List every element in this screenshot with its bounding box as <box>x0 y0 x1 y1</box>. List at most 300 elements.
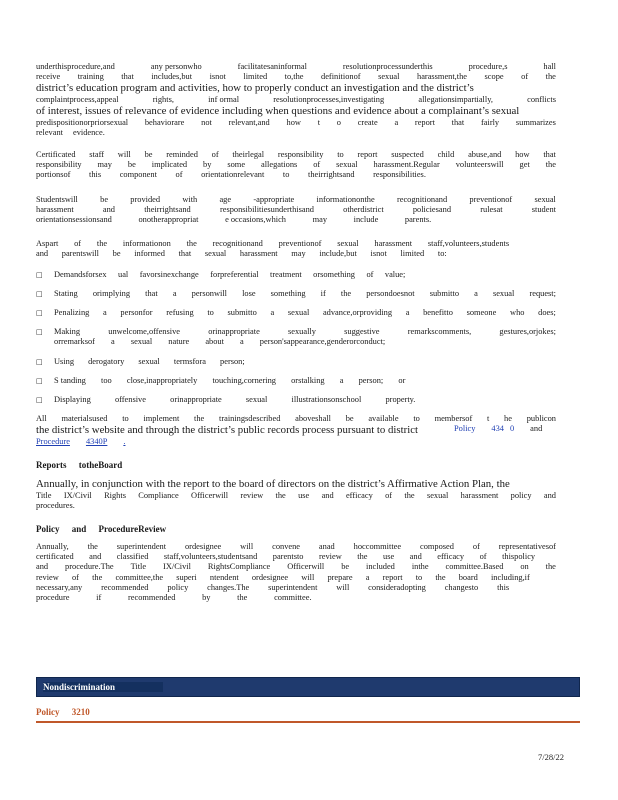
list-item <box>36 357 556 367</box>
word: classified <box>116 552 149 562</box>
word: ordesignee <box>251 572 289 582</box>
word: allegations <box>260 160 298 170</box>
word: Demandsforsex <box>54 269 107 279</box>
word: include <box>353 215 379 225</box>
text-line <box>36 593 312 603</box>
word: use <box>383 552 395 562</box>
bullet-box-icon: □ <box>36 376 43 385</box>
word: allegationsimpartially, <box>418 94 493 104</box>
word: prepare <box>327 572 353 582</box>
word: superintendent <box>116 542 167 552</box>
word: t <box>317 117 321 127</box>
word: preventionof <box>278 239 322 249</box>
text-line <box>36 424 556 437</box>
word: report <box>382 572 403 582</box>
word: responsibility <box>36 160 82 170</box>
bullet-box-icon: □ <box>36 289 43 298</box>
word: consideradopting <box>368 582 426 592</box>
word: harassment <box>36 204 74 214</box>
word: summarizes <box>515 117 556 127</box>
word: recommended <box>101 582 149 592</box>
word: staff,volunteers,studentsand <box>163 552 258 562</box>
word: Annually, <box>36 542 69 552</box>
footer-date: 7/28/22 <box>538 752 564 762</box>
word: remarkscomments, <box>407 327 472 337</box>
word: definitionof <box>321 72 361 82</box>
word: by <box>203 160 212 170</box>
word: not <box>201 117 212 127</box>
word: rights, <box>152 94 174 104</box>
text-line <box>36 414 556 424</box>
word: about <box>205 337 224 347</box>
word: reminded <box>166 150 198 160</box>
word: hoccommittee <box>353 542 402 552</box>
text-line <box>36 72 556 82</box>
word: report <box>414 117 435 127</box>
nondiscrimination-banner <box>36 677 580 697</box>
word: persondoesnot <box>366 288 415 298</box>
word: review <box>240 490 264 500</box>
word: will <box>301 572 315 582</box>
word: responsibilities. <box>373 170 426 180</box>
word: the <box>237 593 248 603</box>
word: illustrationsonschool <box>291 395 362 405</box>
word: orimplying <box>92 288 131 298</box>
word: parentswill <box>61 249 99 259</box>
text-line <box>36 195 556 205</box>
word: orientationrelevant <box>201 170 265 180</box>
word: IX/Civil <box>63 490 92 500</box>
word: that <box>178 249 192 259</box>
word: training <box>77 72 104 82</box>
word: favorsinexchange <box>139 269 199 279</box>
word: underthisprocedure,and <box>36 62 115 71</box>
word: procedure,s <box>468 62 508 71</box>
word: including,if <box>490 572 530 582</box>
word: relevant <box>36 127 63 137</box>
word: facilitatesaninformal <box>237 62 307 71</box>
list-item-text <box>54 395 556 405</box>
examples-list <box>36 270 556 406</box>
word: informationon <box>122 239 171 249</box>
text-line <box>36 215 431 225</box>
word: the <box>545 562 556 572</box>
word: and <box>321 490 334 500</box>
word: the <box>275 490 286 500</box>
word: procedure <box>36 593 70 603</box>
word: if <box>96 593 102 603</box>
word: be <box>100 194 109 204</box>
word: onotherappropriat <box>138 215 199 225</box>
word: how <box>515 150 530 160</box>
word: Title <box>130 562 147 572</box>
word: a <box>394 117 399 127</box>
word: policy <box>510 490 532 500</box>
list-item <box>36 289 556 299</box>
word: suspected <box>391 150 424 160</box>
word: a <box>474 288 478 298</box>
word: implicated <box>151 160 188 170</box>
word: orientationsessionsand <box>36 215 112 225</box>
word: age <box>219 194 232 204</box>
word: unwelcome,offensive <box>108 327 180 337</box>
word: benefitto <box>423 308 453 318</box>
reports-section <box>36 460 556 511</box>
word: changes.The <box>207 582 250 592</box>
word: Officerwill <box>287 562 325 572</box>
word: the <box>96 239 108 249</box>
word: volunteerswill <box>455 160 504 170</box>
word: conflicts <box>527 94 556 104</box>
word: nature <box>168 337 190 347</box>
word: isnot <box>370 249 387 259</box>
text-line <box>54 308 556 318</box>
word: personwill <box>191 288 227 298</box>
text-line <box>36 62 556 72</box>
word: Title <box>36 490 52 500</box>
word: o <box>336 117 341 127</box>
word: may <box>291 249 306 259</box>
word: Studentswill <box>36 194 78 204</box>
word: be <box>112 249 121 259</box>
word: ntendent <box>209 572 239 582</box>
text-line: district’s education program and activities, how to properly conduct an investigation and the district’s <box>36 82 474 95</box>
bullet-box-icon: □ <box>36 328 43 337</box>
text-line <box>54 327 556 337</box>
word: advance,orproviding <box>322 308 393 318</box>
word: rulesat <box>480 204 503 214</box>
word: of <box>71 572 79 582</box>
word: of <box>479 552 487 562</box>
word: review <box>36 572 59 582</box>
word: policiesand <box>412 204 452 214</box>
word: resolutionprocessunderthis <box>342 62 433 71</box>
word: procedure.The <box>65 562 114 572</box>
word: who <box>510 308 525 318</box>
word: will <box>336 582 350 592</box>
word: get <box>519 160 530 170</box>
text-line <box>36 128 556 138</box>
word: sexual <box>204 249 227 259</box>
policy-link[interactable]: Policy <box>454 424 476 434</box>
word: a <box>103 308 107 318</box>
text-line <box>36 562 556 572</box>
word: sexually <box>288 327 316 337</box>
word: a <box>240 337 244 347</box>
word: a <box>405 308 410 318</box>
word: include,but <box>319 249 357 259</box>
bullet-box-icon: □ <box>36 309 43 318</box>
students-paragraph <box>36 195 556 226</box>
document-body <box>36 62 556 613</box>
word: preventionof <box>469 194 513 204</box>
word: representativesof <box>498 542 556 552</box>
list-item-text <box>54 270 556 280</box>
word: refusing <box>166 308 194 318</box>
list-item <box>36 270 556 280</box>
word: value; <box>384 269 406 279</box>
word: component <box>119 170 157 180</box>
word: harassment,the <box>417 72 468 82</box>
text-line <box>36 249 447 259</box>
word: report <box>357 150 378 160</box>
review-heading: Policy and ProcedureReview <box>36 524 167 535</box>
word: responsibility <box>277 150 324 160</box>
word: IX/Civil <box>163 562 191 572</box>
text-line <box>54 376 405 386</box>
word: Certificated <box>36 150 76 160</box>
word: orsomething <box>313 269 355 279</box>
word: Making <box>54 327 81 337</box>
word: and <box>89 552 102 562</box>
word: recognitionand <box>396 194 448 204</box>
word: harassment <box>239 249 278 259</box>
word: changesto <box>444 582 479 592</box>
word: person; <box>358 375 384 385</box>
word: submitto <box>429 288 460 298</box>
word: Aspart <box>36 239 59 249</box>
text-line <box>36 95 556 105</box>
word: harassment <box>460 490 499 500</box>
word: the <box>545 160 556 170</box>
training-paragraph <box>36 62 556 138</box>
word: materialsused <box>61 414 108 424</box>
text-line: procedures. <box>36 500 75 510</box>
word: implement <box>143 414 180 424</box>
text-line <box>54 395 415 405</box>
word: close,inappropriately <box>126 375 198 385</box>
text-line <box>36 552 535 562</box>
word: recommended <box>127 593 176 603</box>
word: informationonthe <box>316 194 375 204</box>
word: derogatory <box>88 356 125 366</box>
word: superi <box>176 572 197 582</box>
word: may <box>312 215 328 225</box>
word: be <box>144 150 153 160</box>
bullet-box-icon: □ <box>36 270 43 279</box>
word: evidence. <box>72 127 105 137</box>
word: a <box>365 572 370 582</box>
word: any personwho <box>150 62 202 71</box>
word: parentsto <box>272 552 304 562</box>
word: S tanding <box>54 375 86 385</box>
word: hall <box>543 62 556 71</box>
word: thispolicy <box>502 552 536 562</box>
word: something <box>270 288 306 298</box>
text-line <box>36 170 426 180</box>
word: orremarksof <box>54 337 95 347</box>
text-line <box>36 239 509 249</box>
word: otherdistrict <box>343 204 384 214</box>
word: sexual <box>534 194 556 204</box>
word: staff,volunteers,students <box>427 239 510 249</box>
word: gestures,orjokes; <box>499 327 556 337</box>
list-item <box>36 395 556 405</box>
word: that <box>543 150 556 160</box>
word: how <box>286 117 301 127</box>
word: the <box>357 552 368 562</box>
word: be <box>127 160 136 170</box>
word: harassment.Regular <box>373 160 440 170</box>
word: theirrightsand <box>308 170 355 180</box>
word: and <box>36 249 49 259</box>
word: of <box>74 239 82 249</box>
word: be <box>341 562 350 572</box>
word: All <box>36 414 47 424</box>
word: create <box>357 117 378 127</box>
text-line <box>54 357 245 367</box>
word: anad <box>318 542 335 552</box>
materials-paragraph <box>36 414 556 447</box>
and-text: and <box>530 424 543 434</box>
text-line <box>36 118 556 128</box>
word: Officerwill <box>191 490 229 500</box>
word: trainingsdescribed <box>219 414 281 424</box>
certificated-paragraph <box>36 150 556 181</box>
word: request; <box>529 288 556 298</box>
word: RightsCompliance <box>207 562 271 572</box>
word: Compliance <box>138 490 179 500</box>
aspart-paragraph <box>36 239 556 259</box>
bullet-box-icon: □ <box>36 357 43 366</box>
word: certificated <box>36 552 74 562</box>
word: child <box>437 150 455 160</box>
procedure-link[interactable]: Procedure <box>36 436 70 446</box>
word: too <box>101 375 112 385</box>
word: Using <box>54 356 75 366</box>
procedure-end: . <box>123 436 126 446</box>
word: to <box>413 414 420 424</box>
word: board <box>458 572 478 582</box>
word: to,the <box>284 72 304 82</box>
word: aboveshall <box>295 414 331 424</box>
word: to: <box>437 249 447 259</box>
word: isnot <box>209 72 226 82</box>
text-line <box>36 150 556 160</box>
word: necessary,any <box>36 582 83 592</box>
text-line <box>36 583 509 593</box>
word: suggestive <box>344 327 380 337</box>
word: person'sappearance,genderorconduct; <box>259 337 386 347</box>
bullet-box-icon: □ <box>36 396 43 405</box>
materials-text: the district’s website and through the district’s public records process pursuant to district <box>36 424 419 437</box>
word: Penalizing <box>54 308 90 318</box>
list-item-text <box>54 308 556 318</box>
word: by <box>202 593 211 603</box>
word: policy <box>167 582 189 592</box>
text-line <box>36 437 556 447</box>
word: the <box>340 288 352 298</box>
word: Stating <box>54 288 78 298</box>
word: theirlegal <box>232 150 265 160</box>
list-item-text <box>54 327 556 347</box>
word: relevant,and <box>228 117 270 127</box>
text-line <box>54 289 556 299</box>
word: ual <box>118 269 129 279</box>
word: of <box>472 542 480 552</box>
word: a <box>270 308 275 318</box>
word: this <box>89 170 102 180</box>
reports-heading: Reports totheBoard <box>36 460 123 471</box>
word: receive <box>36 72 61 82</box>
word: of <box>385 490 393 500</box>
text-line <box>36 160 556 170</box>
word: orinappropriate <box>170 395 222 405</box>
word: touching,cornering <box>212 375 276 385</box>
word: and <box>409 552 422 562</box>
word: or <box>398 375 406 385</box>
word: a <box>339 375 344 385</box>
word: ordesignee <box>184 542 222 552</box>
review-section <box>36 524 556 603</box>
word: person; <box>220 356 245 366</box>
word: e occasions,which <box>225 215 286 225</box>
word: publicon <box>526 414 556 424</box>
word: sexual <box>130 337 153 347</box>
word: membersof <box>434 414 473 424</box>
word: student <box>531 204 556 214</box>
word: this <box>497 582 510 592</box>
word: Displaying <box>54 395 91 405</box>
word: sexual <box>287 308 310 318</box>
word: use <box>298 490 310 500</box>
word: and <box>543 490 556 500</box>
word: sexual <box>138 356 160 366</box>
word: someone <box>466 308 497 318</box>
word: property. <box>385 395 416 405</box>
word: -appropriate <box>253 194 295 204</box>
word: sexual <box>426 490 449 500</box>
word: of <box>521 72 529 82</box>
word: scope <box>484 72 504 82</box>
word: that <box>145 288 158 298</box>
word: that <box>451 117 465 127</box>
word: with <box>182 194 198 204</box>
word: included <box>366 562 395 572</box>
word: sexual <box>492 288 515 298</box>
word: theirrightsand <box>144 204 191 214</box>
word: inthe <box>411 562 429 572</box>
policy-number-link[interactable]: 434 <box>491 424 504 434</box>
list-item-text <box>54 289 556 299</box>
word: of <box>211 150 219 160</box>
word: the <box>435 572 446 582</box>
word: be <box>345 414 354 424</box>
text-line <box>36 205 556 215</box>
word: of <box>366 269 374 279</box>
word: composed <box>420 542 454 552</box>
word: on <box>520 562 529 572</box>
word: of <box>313 160 321 170</box>
policy-number-link-suffix[interactable]: 0 <box>509 424 515 434</box>
word: staff <box>89 150 105 160</box>
text-line <box>36 491 556 501</box>
text-line <box>54 270 405 280</box>
word: personfor <box>120 308 153 318</box>
footer-rule <box>36 721 580 723</box>
text-line: Annually, in conjunction with the report to the board of directors on the district’s Affirmative Action Plan, the <box>36 478 510 491</box>
list-item <box>36 327 556 347</box>
text-line <box>36 542 556 552</box>
procedure-number-link[interactable]: 4340P <box>85 436 108 446</box>
word: portionsof <box>36 170 71 180</box>
word: efficacy <box>345 490 373 500</box>
word: review <box>318 552 342 562</box>
word: of <box>175 170 183 180</box>
word: the <box>545 72 556 82</box>
word: harassment <box>374 239 413 249</box>
word: submitto <box>227 308 257 318</box>
